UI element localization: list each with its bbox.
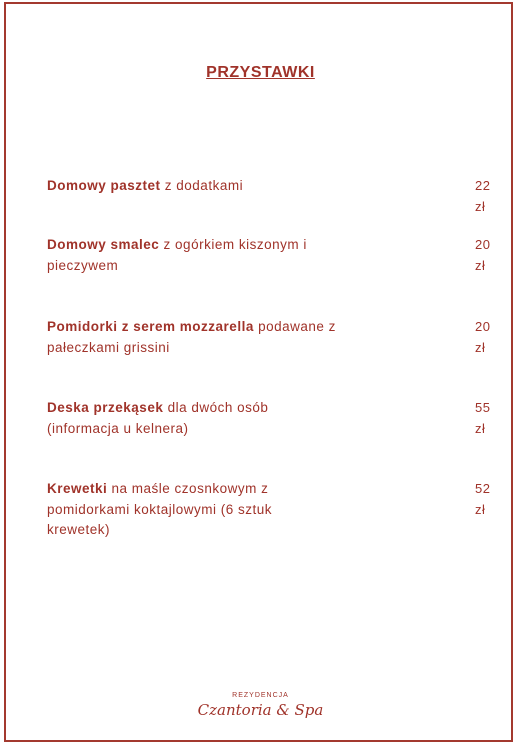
item-price: 52 zł: [475, 481, 491, 517]
item-description: dla dwóch osób (informacja u kelnera): [47, 400, 269, 436]
item-name: Krewetki: [47, 481, 108, 496]
item-description: z dodatkami: [160, 178, 244, 193]
menu-item: [47, 398, 491, 439]
section-title: PRZYSTAWKI: [206, 64, 315, 81]
item-description: na maśle czosnkowym z pomidorkami koktajlowymi (6 sztuk krewetek): [47, 481, 273, 537]
item-price: 22 zł: [475, 178, 491, 214]
item-price: 20 zł: [475, 237, 491, 273]
brand-subtitle: REZYDENCJA: [232, 692, 289, 699]
brand-logo: [0, 692, 521, 719]
menu-item: [47, 235, 491, 276]
item-price: 55 zł: [475, 400, 491, 436]
item-name: Domowy smalec: [47, 237, 160, 252]
page-frame: [4, 2, 513, 742]
brand-name: Czantoria & Spa: [197, 701, 324, 719]
item-description: z ogórkiem kiszonym i pieczywem: [47, 237, 307, 273]
menu-item: [47, 176, 491, 214]
menu-item: [47, 479, 491, 541]
item-name: Pomidorki z serem mozzarella: [47, 319, 254, 334]
item-name: Deska przekąsek: [47, 400, 164, 415]
menu-item: [47, 317, 491, 358]
item-description: podawane z pałeczkami grissini: [47, 319, 336, 355]
item-price: 20 zł: [475, 319, 491, 355]
item-name: Domowy pasztet: [47, 178, 161, 193]
